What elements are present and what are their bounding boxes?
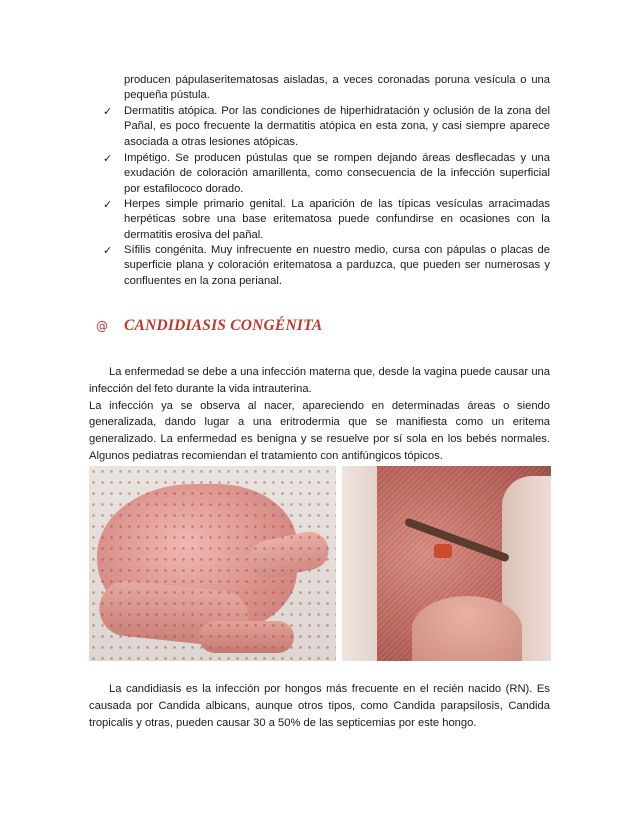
umbilical-cord-photo — [342, 466, 551, 661]
body-paragraphs — [89, 364, 550, 465]
bullet-item — [103, 151, 550, 197]
paragraph — [89, 398, 550, 465]
closing-paragraph — [89, 681, 550, 731]
continuation-text: producen pápulaseritematosas aisladas, a veces coronadas poruna vesícula o una pequeña pústula. — [124, 74, 550, 102]
checkmark-icon: ✓ — [103, 152, 113, 165]
bullet-item — [103, 243, 550, 289]
paragraph — [89, 364, 550, 398]
bullet-text: Dermatitis atópica. Por las condiciones de hiperhidratación y oclusión de la zona del Pañal, es poco frecuente la dermatitis atópica en esta zona, y casi siempre aparece asociada a otras lesiones atópicas. — [124, 105, 550, 148]
bullet-text: Sífilis congénita. Muy infrecuente en nuestro medio, cursa con pápulas o placas de superficie plana y coloración eritematosa a parduzca, que pueden ser numerosas y confluentes en la zona perianal. — [124, 244, 550, 287]
bullet-item — [103, 197, 550, 243]
bullet-text: Impétigo. Se producen pústulas que se rompen dejando áreas desflecadas y una exudación de coloración amarillenta, como consecuencia de la infección superficial por estafilococo dorado. — [124, 152, 550, 195]
section-heading — [96, 315, 322, 337]
at-sign-icon: @ — [96, 319, 108, 333]
checkmark-icon: ✓ — [103, 244, 113, 257]
bullet-item — [103, 104, 550, 150]
baby-skin-rash-photo — [89, 466, 336, 661]
section-title: CANDIDIASIS CONGÉNITA — [124, 317, 323, 334]
paragraph-text: La enfermedad se debe a una infección materna que, desde la vagina puede causar una infección del feto durante la vida intrauterina. — [89, 366, 550, 395]
bullet-text: Herpes simple primario genital. La aparición de las típicas vesículas arracimadas herpéticas sobre una base eritematosa puede confundirse en ocasiones con la dermatitis erosiva del pañal. — [124, 198, 550, 241]
paragraph-text: La infección ya se observa al nacer, apareciendo en determinadas áreas o siendo generalizada, dando lugar a una eritrodermia que se manifiesta como un eritema generalizado. La enfermedad es benigna y se resuelve por sí sola en los bebés normales. Algunos pediatras recomiendan el tratamiento con antifúngicos tópicos. — [89, 399, 550, 462]
checkmark-icon: ✓ — [103, 105, 113, 118]
paragraph-text: La candidiasis es la infección por hongos más frecuente en el recién nacido (RN). Es causada por Candida albicans, aunque otros tipos, como Candida parapsilosis, Candida tropicalis y otras, pueden causar 30 a 50% de las septicemias por este hongo. — [89, 683, 550, 729]
checkmark-icon: ✓ — [103, 198, 113, 211]
